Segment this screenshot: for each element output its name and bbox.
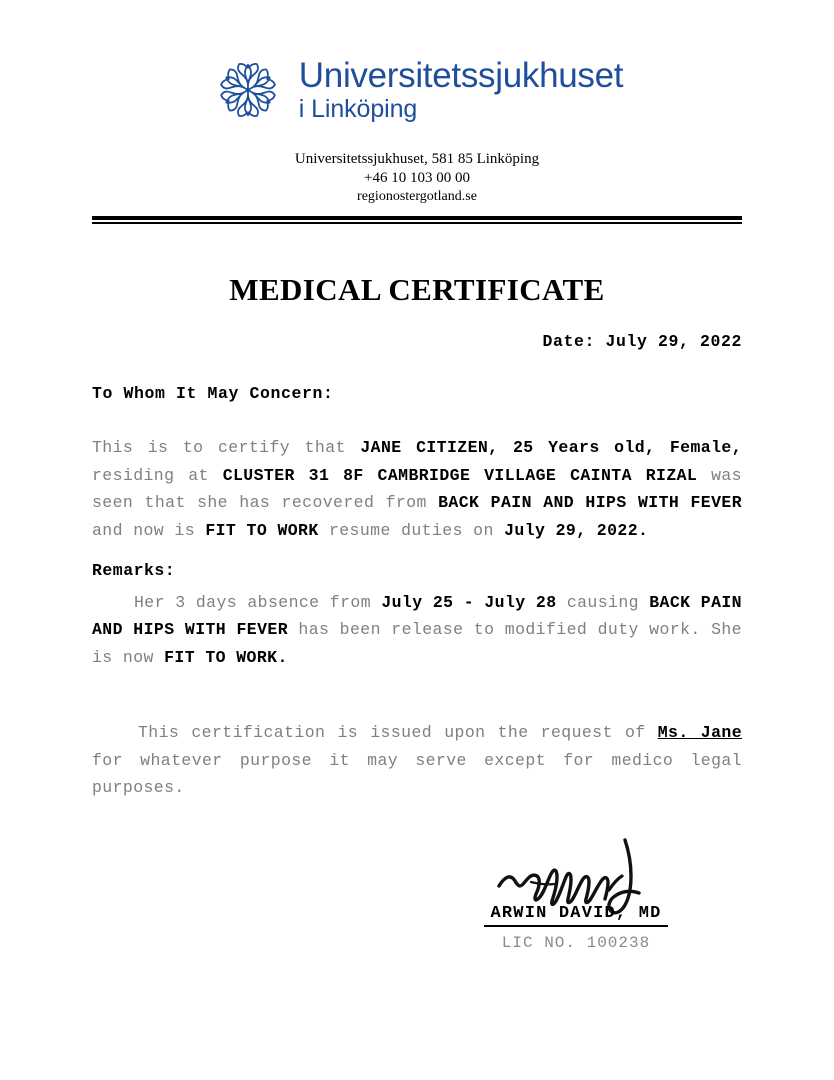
issue-date: Date: July 29, 2022 [542,332,742,352]
absence-date-range: July 25 - July 28 [381,592,557,612]
request-text-1: This certification is issued upon the request of [138,723,658,743]
hospital-address-block [0,150,834,206]
signature-area [92,842,742,972]
address-phone: +46 10 103 00 00 [364,170,470,187]
remarks-diagnosis: BACK PAIN AND HIPS WITH FEVER [92,592,742,640]
patient-address: CLUSTER 31 8F CAMBRIDGE VILLAGE CAINTA RIZAL [222,465,698,485]
address-street: Universitetssjukhuset, 581 85 Linköping [294,151,540,167]
request-text-2: for whatever purpose it may serve except for medico legal purposes. [92,750,742,798]
letterhead-divider [92,216,742,224]
hospital-logo-wordmark [299,58,623,122]
signature-block [426,842,726,952]
hospital-logo [0,48,834,132]
patient-name: JANE CITIZEN, 25 Years old, Female, [360,438,742,458]
request-paragraph [92,719,742,802]
logo-primary-name: Universitetssjukhuset [298,56,624,95]
remarks-paragraph [92,589,742,672]
certify-text-3: was seen that she has recovered from [92,465,742,513]
license-number: LIC NO. 100238 [501,933,651,952]
salutation: To Whom It May Concern: [92,384,334,404]
address-website: regionostergotland.se [357,189,477,205]
certify-text-2: residing at [92,465,223,485]
certificate-body [92,332,742,972]
signer-name: ARWIN DAVID, MD [484,904,667,927]
remarks-text-3: has been release to modified duty work. She is now [92,620,742,667]
certify-text-1: This is to certify that [92,438,361,458]
divider-thin-rule [92,222,742,224]
remarks-label: Remarks: [92,560,176,580]
certify-text-4: and now is [92,520,206,540]
fitness-status: FIT TO WORK [205,520,319,540]
hospital-rosette-emblem [211,53,285,127]
diagnosis: BACK PAIN AND HIPS WITH FEVER [438,493,743,513]
page-title: MEDICAL CERTIFICATE [229,272,605,308]
remarks-text-2: causing [556,592,650,612]
remarks-text-1: Her 3 days absence from [134,592,382,612]
remarks-fitness-status: FIT TO WORK. [164,647,288,667]
certify-text-5: resume duties on [318,520,505,540]
logo-secondary-name: i Linköping [298,95,418,123]
certification-statement-paragraph [92,434,742,544]
emblem-center-dot [246,88,250,92]
return-to-work-date: July 29, 2022. [504,520,649,540]
letterhead [0,0,834,224]
requester-name: Ms. Jane [657,723,742,743]
